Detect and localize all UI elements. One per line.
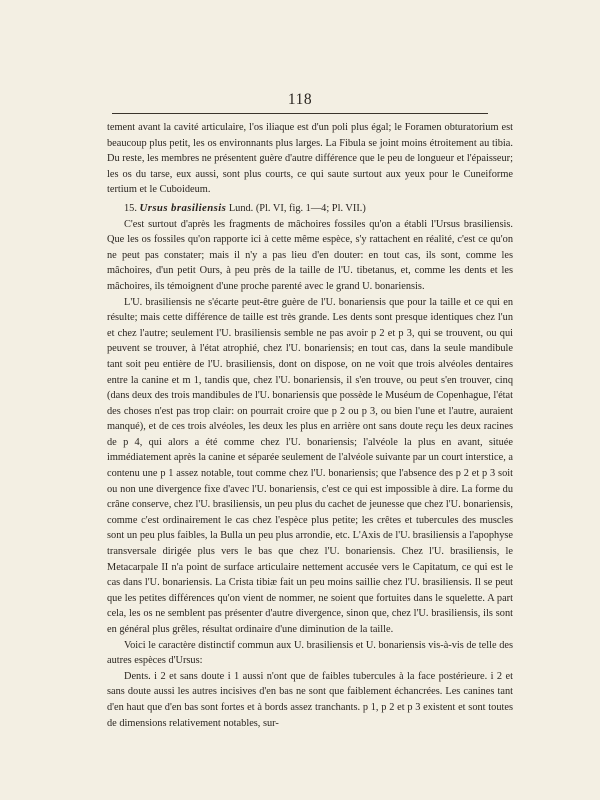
paragraph-1: tement avant la cavité articulaire, l'os iliaque est d'un poli plus égal; le Foramen obturatorium est beaucoup plus petit, les os environnants plus larges. La Fibula se joint moins étroitement au tibia. Du reste, les membres ne présentent guère d'autre différence que le peu de longueur et l'épaisseur; les os du tarse, eux aussi, sont plus courts, ce qui saute surtout aux yeux pour le Cuneiforme tertium et le Cuboideum. [107, 122, 513, 196]
page-number: 118 [287, 91, 313, 108]
paragraph-3: L'U. brasiliensis ne s'écarte peut-être guère de l'U. bonariensis que pour la taille et ce qui en résulte; mais cette différence de taille est très grande. Les dents sont presque identiques chez l'un et chez l'autre; seulement l'U. brasiliensis semble ne pas avoir p 2 et p 3, qui se trouvent, ou qui peuvent se trouver, à l'état atrophié, chez l'U. bonariensis; en tout cas, dans la seule mandibule tant soit peu entière de l'U. brasiliensis, dont on dispose, on ne voit que trois alvéoles dentaires entre la canine et m 1, tandis que, chez l'U. bonariensis, il s'en trouve, ou peut s'en trouver, cinq (dans deux des trois mandibules de l'U. bonariensis que possède le Muséum de Copenhague, l'état des choses n'est pas trop clair: on pourrait croire que p 2 ou p 3, ou bien l'une et l'autre, auraient manqué), et de ces trois alvéoles, les deux les plus en arrière ont sans doute reçu les deux racines de p 4, qui alors a été comme chez l'U. bonariensis; l'alvéole la plus en avant, située immédiatement après la canine et séparée seulement de l'alvéole suivante par un court interstice, a contenu une p 1 assez notable, tout comme chez l'U. bonariensis; que l'absence des p 2 et p 3 soit ou non une divergence fixe d'avec l'U. bonariensis, c'est ce qui est impossible à dire. La forme du crâne conserve, chez l'U. brasiliensis, un peu plus du cachet de jeunesse que chez l'U. bonariensis, comme c'est ordinairement le cas chez l'espèce plus petite; les crêtes et tubercules des muscles sont un peu plus faibles, la Bulla un peu plus arrondie, etc. L'Axis de l'U. brasiliensis a l'apophyse transversale dirigée plus vers le bas que chez l'U. bonariensis. Chez l'U. brasiliensis, le Metacarpale II n'a point de surface articulaire nettement accusée vers le Capitatum, ce qui est le cas dans l'U. bonariensis. La Crista tibiæ fait un peu moins saillie chez l'U. brasiliensis. Il se peut que les petites différences qu'on vient de nommer, ne soient que fortuites dans le squelette. A part cela, les os ne semblent pas présenter d'autre divergence, sinon que, chez l'U. brasiliensis, ils sont en général plus grêles, résultat ordinaire d'une diminution de la taille. [107, 296, 513, 635]
paragraph-4: Voici le caractère distinctif commun aux U. brasiliensis et U. bonariensis vis-à-vis de telle des autres espèces d'Ursus: [107, 639, 513, 667]
species-title: Ursus brasiliensis [139, 201, 227, 214]
section-author: Lund. [228, 202, 254, 214]
section-number: 15. [124, 202, 137, 214]
header-rule [112, 113, 488, 114]
section-plates: (Pl. VI, fig. 1—4; Pl. VII.) [255, 202, 366, 214]
section-heading [107, 201, 513, 217]
paragraph-2: C'est surtout d'après les fragments de mâchoires fossiles qu'on a établi l'Ursus brasiliensis. Que les os fossiles qu'on rapporte ici à cette même espèce, s'y rattachent en réalité, c'est ce qu'on ne peut pas constater; mais il n'y a pas lieu d'en douter: en tout cas, ils sont, comme les mâchoires, d'un petit Ours, à peu près de la taille de l'U. tibetanus, et, comme les dents et les mâchoires, ils témoignent d'une proche parenté avec le grand U. bonariensis. [107, 218, 513, 292]
paragraph-5: Dents. i 2 et sans doute i 1 aussi n'ont que de faibles tubercules à la face postérieure. i 2 et sans doute aussi les autres incisives d'en bas ne sont que faiblement échancrées. Les canines tant d'en haut que d'en bas sont fortes et à bords assez tranchants. p 1, p 2 et p 3 existent et sont toutes de dimensions relativement notables, sur- [107, 670, 513, 729]
body-text [107, 120, 513, 731]
